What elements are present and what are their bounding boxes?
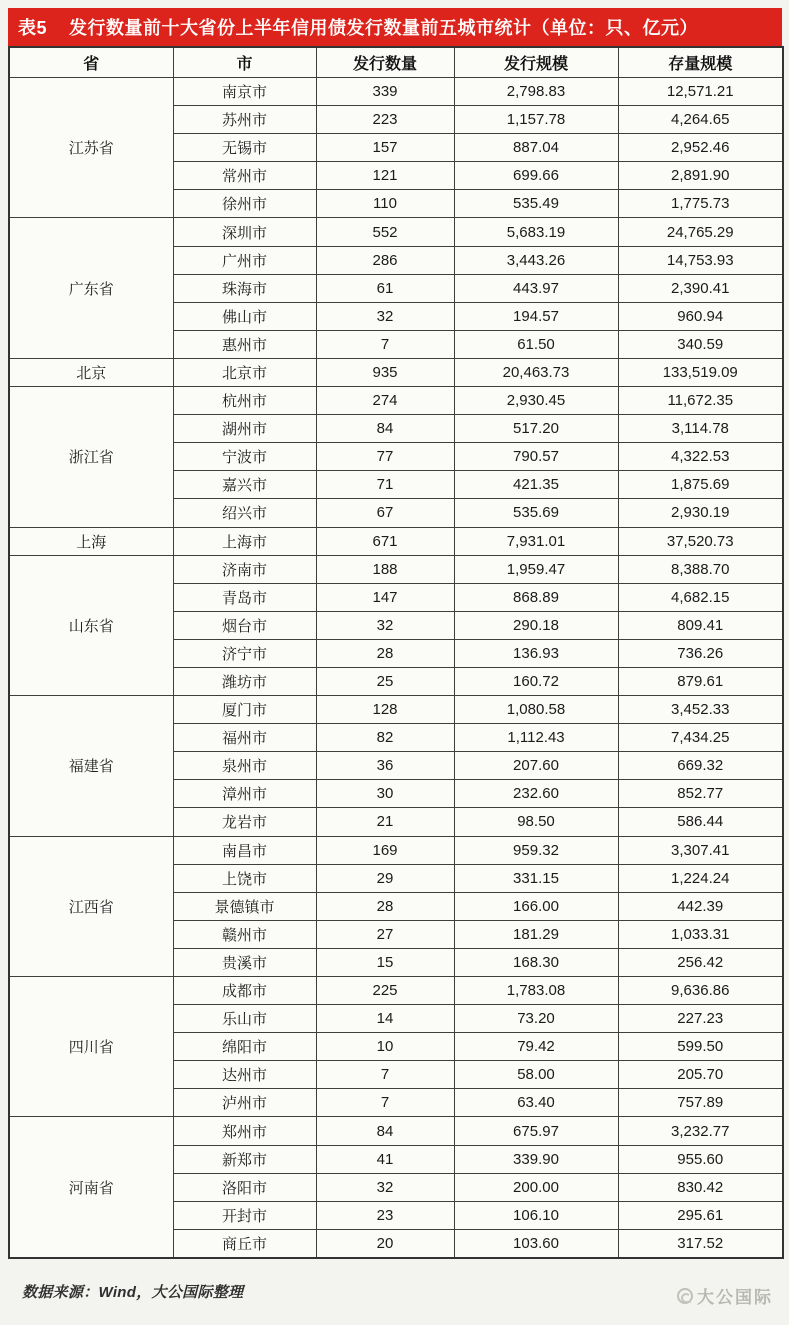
issue-scale-cell: 535.69 — [454, 499, 618, 527]
issue-scale-cell: 790.57 — [454, 443, 618, 471]
table-row — [9, 527, 783, 555]
header-city: 市 — [173, 47, 316, 78]
stock-scale-cell: 442.39 — [618, 892, 783, 920]
stock-scale-cell: 4,264.65 — [618, 106, 783, 134]
stock-scale-cell: 11,672.35 — [618, 387, 783, 415]
issue-scale-cell: 290.18 — [454, 611, 618, 639]
city-cell: 新郑市 — [173, 1145, 316, 1173]
issue-scale-cell: 207.60 — [454, 752, 618, 780]
city-cell: 景德镇市 — [173, 892, 316, 920]
issue-count-cell: 29 — [316, 864, 454, 892]
city-cell: 商丘市 — [173, 1229, 316, 1258]
issue-scale-cell: 675.97 — [454, 1117, 618, 1145]
stock-scale-cell: 317.52 — [618, 1229, 783, 1258]
stock-scale-cell: 8,388.70 — [618, 555, 783, 583]
issue-count-cell: 10 — [316, 1033, 454, 1061]
issue-count-cell: 188 — [316, 555, 454, 583]
stock-scale-cell: 4,682.15 — [618, 583, 783, 611]
stock-scale-cell: 669.32 — [618, 752, 783, 780]
issue-count-cell: 36 — [316, 752, 454, 780]
city-cell: 北京市 — [173, 358, 316, 386]
issue-scale-cell: 63.40 — [454, 1089, 618, 1117]
stock-scale-cell: 3,114.78 — [618, 415, 783, 443]
province-cell: 广东省 — [9, 218, 173, 358]
issue-count-cell: 32 — [316, 302, 454, 330]
city-cell: 广州市 — [173, 246, 316, 274]
city-cell: 佛山市 — [173, 302, 316, 330]
stock-scale-cell: 1,775.73 — [618, 190, 783, 218]
issue-count-cell: 274 — [316, 387, 454, 415]
issue-count-cell: 27 — [316, 920, 454, 948]
issue-scale-cell: 232.60 — [454, 780, 618, 808]
city-cell: 乐山市 — [173, 1005, 316, 1033]
header-stock-scale: 存量规模 — [618, 47, 783, 78]
city-cell: 潍坊市 — [173, 667, 316, 695]
city-cell: 上海市 — [173, 527, 316, 555]
issue-scale-cell: 58.00 — [454, 1061, 618, 1089]
issue-scale-cell: 103.60 — [454, 1229, 618, 1258]
issue-count-cell: 61 — [316, 274, 454, 302]
stock-scale-cell: 3,452.33 — [618, 696, 783, 724]
city-cell: 达州市 — [173, 1061, 316, 1089]
stock-scale-cell: 340.59 — [618, 330, 783, 358]
city-cell: 泸州市 — [173, 1089, 316, 1117]
city-cell: 无锡市 — [173, 134, 316, 162]
issue-scale-cell: 73.20 — [454, 1005, 618, 1033]
issue-count-cell: 77 — [316, 443, 454, 471]
issue-count-cell: 339 — [316, 78, 454, 106]
city-cell: 厦门市 — [173, 696, 316, 724]
issue-count-cell: 110 — [316, 190, 454, 218]
issue-scale-cell: 166.00 — [454, 892, 618, 920]
city-cell: 洛阳市 — [173, 1173, 316, 1201]
city-cell: 成都市 — [173, 977, 316, 1005]
province-cell: 江西省 — [9, 836, 173, 976]
city-cell: 青岛市 — [173, 583, 316, 611]
stock-scale-cell: 7,434.25 — [618, 724, 783, 752]
city-cell: 徐州市 — [173, 190, 316, 218]
stock-scale-cell: 4,322.53 — [618, 443, 783, 471]
city-cell: 绍兴市 — [173, 499, 316, 527]
header-issue-scale: 发行规模 — [454, 47, 618, 78]
city-cell: 开封市 — [173, 1201, 316, 1229]
issue-count-cell: 41 — [316, 1145, 454, 1173]
city-cell: 苏州市 — [173, 106, 316, 134]
city-cell: 济宁市 — [173, 639, 316, 667]
city-cell: 龙岩市 — [173, 808, 316, 836]
city-cell: 珠海市 — [173, 274, 316, 302]
province-cell: 北京 — [9, 358, 173, 386]
issue-scale-cell: 168.30 — [454, 948, 618, 976]
stock-scale-cell: 3,307.41 — [618, 836, 783, 864]
stock-scale-cell: 2,930.19 — [618, 499, 783, 527]
issue-scale-cell: 2,798.83 — [454, 78, 618, 106]
province-cell: 上海 — [9, 527, 173, 555]
city-cell: 漳州市 — [173, 780, 316, 808]
issue-count-cell: 23 — [316, 1201, 454, 1229]
issue-scale-cell: 887.04 — [454, 134, 618, 162]
stock-scale-cell: 879.61 — [618, 667, 783, 695]
city-cell: 绵阳市 — [173, 1033, 316, 1061]
table-row — [9, 1117, 783, 1145]
table-row — [9, 358, 783, 386]
city-cell: 泉州市 — [173, 752, 316, 780]
issue-count-cell: 121 — [316, 162, 454, 190]
issue-count-cell: 20 — [316, 1229, 454, 1258]
issue-scale-cell: 5,683.19 — [454, 218, 618, 246]
province-cell: 江苏省 — [9, 78, 173, 218]
issue-count-cell: 32 — [316, 611, 454, 639]
city-cell: 湖州市 — [173, 415, 316, 443]
issue-count-cell: 128 — [316, 696, 454, 724]
issue-scale-cell: 339.90 — [454, 1145, 618, 1173]
stock-scale-cell: 736.26 — [618, 639, 783, 667]
issue-count-cell: 223 — [316, 106, 454, 134]
city-cell: 济南市 — [173, 555, 316, 583]
province-cell: 福建省 — [9, 696, 173, 836]
stock-scale-cell: 852.77 — [618, 780, 783, 808]
stock-scale-cell: 256.42 — [618, 948, 783, 976]
stock-scale-cell: 586.44 — [618, 808, 783, 836]
city-cell: 郑州市 — [173, 1117, 316, 1145]
table-header-row — [9, 47, 783, 78]
issue-count-cell: 7 — [316, 1089, 454, 1117]
table-row — [9, 555, 783, 583]
issue-count-cell: 28 — [316, 639, 454, 667]
issue-count-cell: 67 — [316, 499, 454, 527]
city-cell: 惠州市 — [173, 330, 316, 358]
issue-scale-cell: 136.93 — [454, 639, 618, 667]
stock-scale-cell: 1,875.69 — [618, 471, 783, 499]
issue-count-cell: 935 — [316, 358, 454, 386]
stock-scale-cell: 14,753.93 — [618, 246, 783, 274]
issue-scale-cell: 1,157.78 — [454, 106, 618, 134]
stock-scale-cell: 1,033.31 — [618, 920, 783, 948]
table-row — [9, 387, 783, 415]
issue-count-cell: 21 — [316, 808, 454, 836]
province-cell: 河南省 — [9, 1117, 173, 1258]
issue-scale-cell: 517.20 — [454, 415, 618, 443]
table-number-label: 表5 — [18, 18, 48, 38]
issue-scale-cell: 7,931.01 — [454, 527, 618, 555]
issue-count-cell: 82 — [316, 724, 454, 752]
stock-scale-cell: 24,765.29 — [618, 218, 783, 246]
issue-scale-cell: 1,112.43 — [454, 724, 618, 752]
stock-scale-cell: 133,519.09 — [618, 358, 783, 386]
table-row — [9, 78, 783, 106]
stock-scale-cell: 37,520.73 — [618, 527, 783, 555]
issue-count-cell: 30 — [316, 780, 454, 808]
stock-scale-cell: 960.94 — [618, 302, 783, 330]
stock-scale-cell: 809.41 — [618, 611, 783, 639]
issue-scale-cell: 959.32 — [454, 836, 618, 864]
stock-scale-cell: 599.50 — [618, 1033, 783, 1061]
header-province: 省 — [9, 47, 173, 78]
issue-scale-cell: 61.50 — [454, 330, 618, 358]
city-cell: 赣州市 — [173, 920, 316, 948]
dagong-circle-emblem-icon — [677, 1288, 693, 1304]
stock-scale-cell: 1,224.24 — [618, 864, 783, 892]
stock-scale-cell: 3,232.77 — [618, 1117, 783, 1145]
stock-scale-cell: 757.89 — [618, 1089, 783, 1117]
issue-scale-cell: 194.57 — [454, 302, 618, 330]
stock-scale-cell: 2,952.46 — [618, 134, 783, 162]
issue-count-cell: 32 — [316, 1173, 454, 1201]
issue-scale-cell: 1,783.08 — [454, 977, 618, 1005]
province-cell: 浙江省 — [9, 387, 173, 527]
city-cell: 南昌市 — [173, 836, 316, 864]
issue-scale-cell: 181.29 — [454, 920, 618, 948]
table-body — [9, 78, 783, 1258]
issue-scale-cell: 535.49 — [454, 190, 618, 218]
city-cell: 嘉兴市 — [173, 471, 316, 499]
table-row — [9, 836, 783, 864]
city-cell: 南京市 — [173, 78, 316, 106]
issue-count-cell: 286 — [316, 246, 454, 274]
city-cell: 宁波市 — [173, 443, 316, 471]
stock-scale-cell: 295.61 — [618, 1201, 783, 1229]
table-row — [9, 218, 783, 246]
issue-count-cell: 15 — [316, 948, 454, 976]
table-row — [9, 696, 783, 724]
issue-count-cell: 28 — [316, 892, 454, 920]
province-cell: 四川省 — [9, 977, 173, 1117]
stock-scale-cell: 12,571.21 — [618, 78, 783, 106]
issue-count-cell: 25 — [316, 667, 454, 695]
bond-statistics-table — [8, 46, 784, 1259]
issue-scale-cell: 79.42 — [454, 1033, 618, 1061]
issue-scale-cell: 699.66 — [454, 162, 618, 190]
city-cell: 杭州市 — [173, 387, 316, 415]
issue-scale-cell: 3,443.26 — [454, 246, 618, 274]
city-cell: 上饶市 — [173, 864, 316, 892]
stock-scale-cell: 227.23 — [618, 1005, 783, 1033]
stock-scale-cell: 205.70 — [618, 1061, 783, 1089]
issue-scale-cell: 1,080.58 — [454, 696, 618, 724]
stock-scale-cell: 2,891.90 — [618, 162, 783, 190]
issue-scale-cell: 160.72 — [454, 667, 618, 695]
issue-count-cell: 552 — [316, 218, 454, 246]
issue-scale-cell: 1,959.47 — [454, 555, 618, 583]
table-title-text: 发行数量前十大省份上半年信用债发行数量前五城市统计（单位：只、亿元） — [69, 18, 699, 38]
issue-count-cell: 84 — [316, 1117, 454, 1145]
table-title-bar — [8, 8, 782, 46]
city-cell: 烟台市 — [173, 611, 316, 639]
issue-count-cell: 7 — [316, 1061, 454, 1089]
issue-scale-cell: 106.10 — [454, 1201, 618, 1229]
issue-scale-cell: 421.35 — [454, 471, 618, 499]
stock-scale-cell: 2,390.41 — [618, 274, 783, 302]
stock-scale-cell: 9,636.86 — [618, 977, 783, 1005]
issue-count-cell: 84 — [316, 415, 454, 443]
issue-count-cell: 169 — [316, 836, 454, 864]
issue-count-cell: 147 — [316, 583, 454, 611]
issue-count-cell: 7 — [316, 330, 454, 358]
publisher-watermark — [677, 1283, 773, 1308]
header-issue-count: 发行数量 — [316, 47, 454, 78]
issue-scale-cell: 20,463.73 — [454, 358, 618, 386]
issue-scale-cell: 443.97 — [454, 274, 618, 302]
data-source-note: 数据来源：Wind，大公国际整理 — [22, 1284, 244, 1301]
issue-count-cell: 157 — [316, 134, 454, 162]
publisher-name: 大公国际 — [697, 1288, 773, 1307]
province-cell: 山东省 — [9, 555, 173, 695]
issue-scale-cell: 868.89 — [454, 583, 618, 611]
issue-scale-cell: 98.50 — [454, 808, 618, 836]
issue-scale-cell: 2,930.45 — [454, 387, 618, 415]
city-cell: 贵溪市 — [173, 948, 316, 976]
issue-count-cell: 225 — [316, 977, 454, 1005]
stock-scale-cell: 830.42 — [618, 1173, 783, 1201]
issue-scale-cell: 331.15 — [454, 864, 618, 892]
city-cell: 深圳市 — [173, 218, 316, 246]
stock-scale-cell: 955.60 — [618, 1145, 783, 1173]
table-row — [9, 977, 783, 1005]
city-cell: 常州市 — [173, 162, 316, 190]
issue-count-cell: 71 — [316, 471, 454, 499]
issue-count-cell: 14 — [316, 1005, 454, 1033]
issue-scale-cell: 200.00 — [454, 1173, 618, 1201]
issue-count-cell: 671 — [316, 527, 454, 555]
city-cell: 福州市 — [173, 724, 316, 752]
